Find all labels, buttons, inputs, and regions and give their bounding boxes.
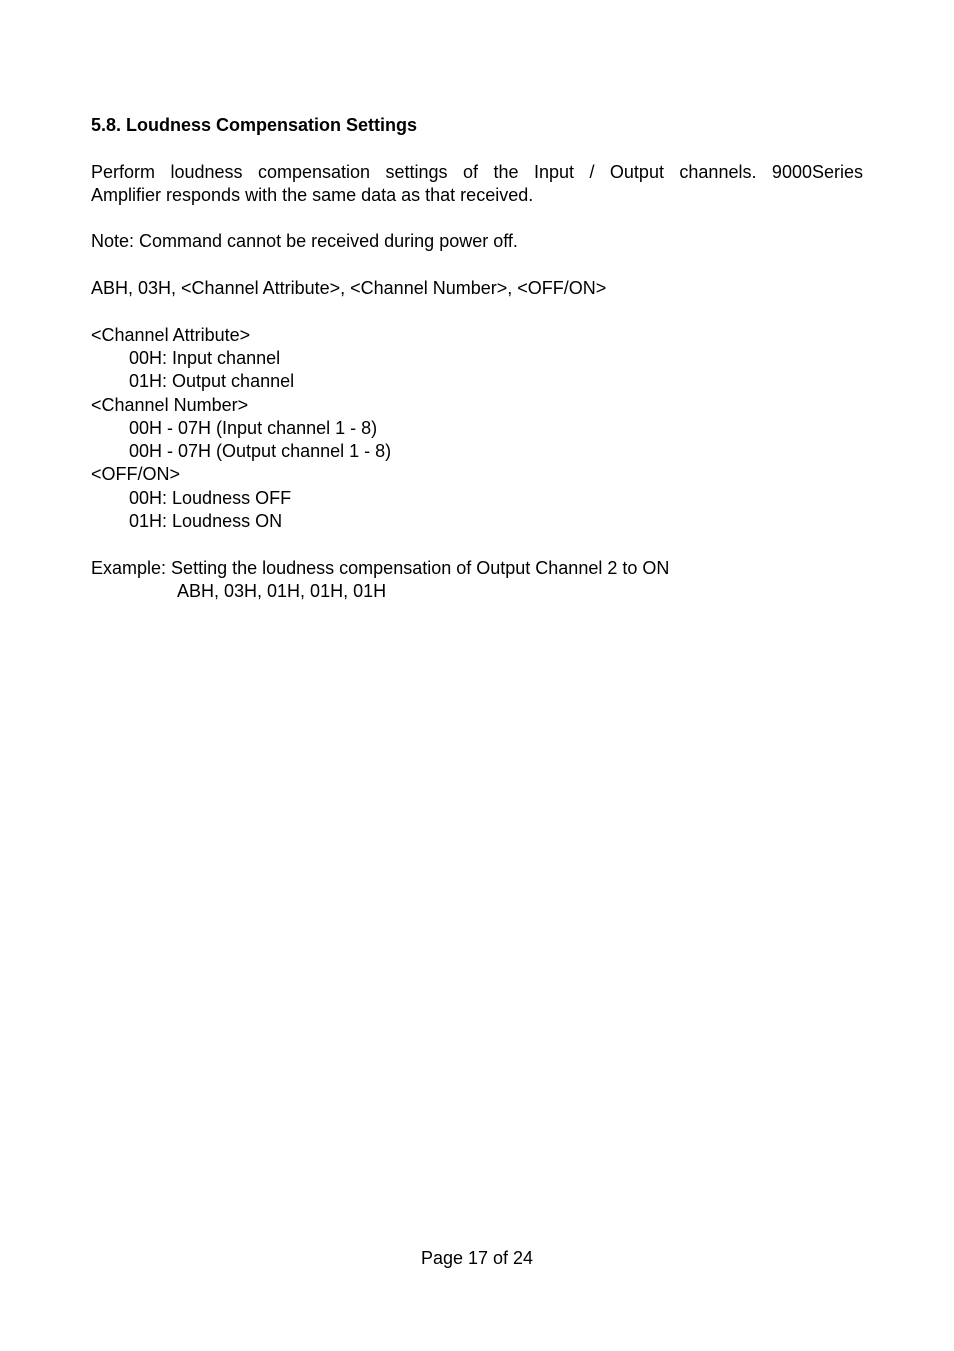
intro-paragraph [91, 161, 863, 208]
example-block [91, 557, 863, 604]
page-content [91, 114, 863, 627]
parameter-list [91, 324, 863, 534]
param-item: 00H: Loudness OFF [129, 487, 292, 508]
param-item: 00H: Input channel [129, 347, 281, 368]
example-label: Example: [91, 557, 172, 578]
param-item: 00H - 07H (Input channel 1 - 8) [129, 417, 378, 438]
param-header-channel-number: <Channel Number> [91, 394, 249, 415]
command-syntax: ABH, 03H, <Channel Attribute>, <Channel Number>, <OFF/ON> [91, 278, 607, 299]
example-command: ABH, 03H, 01H, 01H, 01H [177, 580, 387, 601]
param-header-channel-attribute: <Channel Attribute> [91, 324, 251, 345]
intro-line-2: Amplifier responds with the same data as that received. [91, 184, 534, 205]
note-text: Note: Command cannot be received during power off. [91, 231, 518, 252]
param-item: 01H: Output channel [129, 371, 295, 392]
intro-line-1: Perform loudness compensation settings of the Input / Output channels. 9000Series [91, 161, 863, 182]
example-row [91, 557, 863, 580]
page-number: Page 17 of 24 [420, 1248, 534, 1268]
param-item: 00H - 07H (Output channel 1 - 8) [129, 441, 392, 462]
param-header-off-on: <OFF/ON> [91, 464, 181, 485]
example-description: Setting the loudness compensation of Output Channel 2 to ON [171, 557, 670, 578]
section-title: 5.8. Loudness Compensation Settings [91, 115, 418, 135]
param-item: 01H: Loudness ON [129, 511, 283, 532]
